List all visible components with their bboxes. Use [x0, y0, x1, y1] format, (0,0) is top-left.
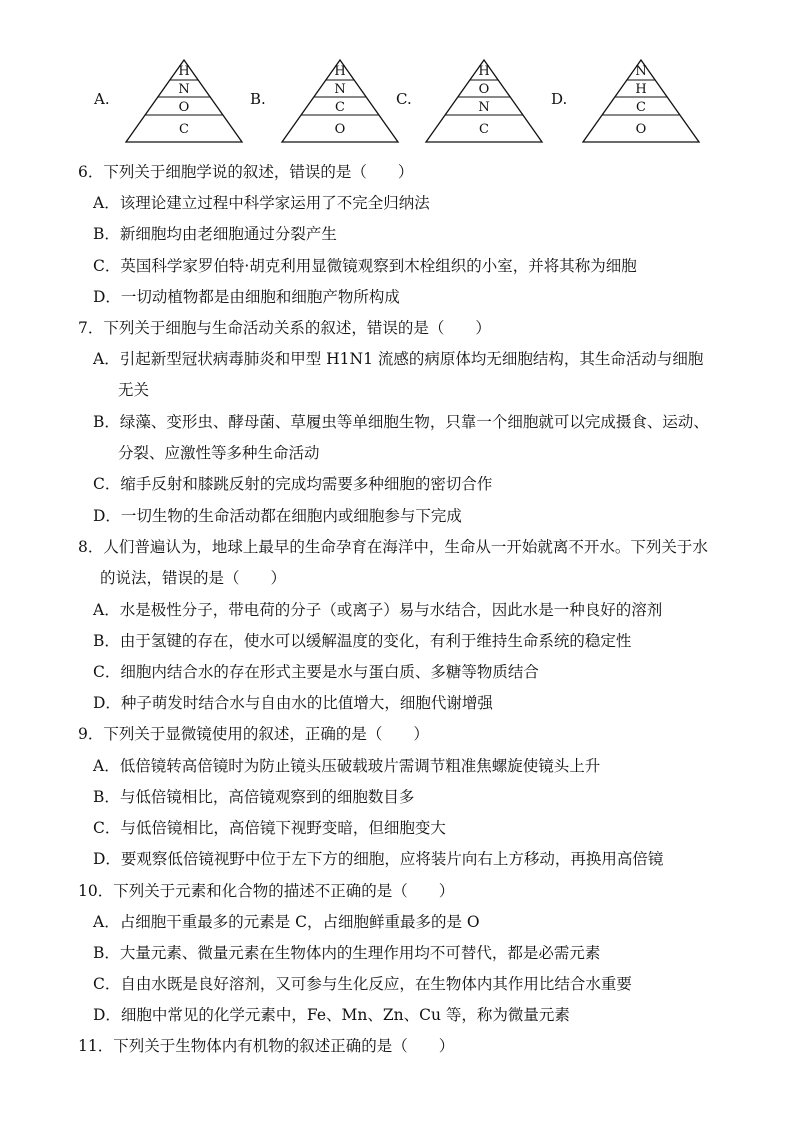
layer-2: N	[334, 82, 346, 97]
option-d: D．种子萌发时结合水与自由水的比值增大，细胞代谢增强	[93, 694, 493, 712]
question-stem: 10．下列关于元素和化合物的描述不正确的是（ ）	[78, 882, 455, 900]
option-a: A．该理论建立过程中科学家运用了不完全归纳法	[93, 194, 430, 212]
layer-4: O	[635, 122, 647, 137]
layer-1: H	[178, 64, 190, 79]
option-label: C.	[396, 90, 412, 108]
option-b: B．大量元素、微量元素在生物体内的生理作用均不可替代，都是必需元素	[93, 944, 601, 962]
option-d: D．一切生物的生命活动都在细胞内或细胞参与下完成	[93, 507, 462, 525]
question-stem: 7．下列关于细胞与生命活动关系的叙述，错误的是（ ）	[78, 319, 491, 337]
layer-2: O	[478, 82, 490, 97]
pyramid-option-d	[551, 52, 691, 148]
question-stem: 8．人们普遍认为，地球上最早的生命孕育在海洋中，生命从一开始就离不开水。下列关于水	[78, 538, 708, 556]
layer-3: N	[478, 100, 490, 115]
option-b: B．新细胞均由老细胞通过分裂产生	[93, 225, 337, 243]
option-label: D.	[551, 90, 568, 108]
option-c: C．缩手反射和膝跳反射的完成均需要多种细胞的密切合作	[93, 475, 493, 493]
option-a: A．占细胞干重最多的元素是 C，占细胞鲜重最多的是 O	[93, 913, 480, 931]
option-d: D．细胞中常见的化学元素中，Fe、Mn、Zn、Cu 等，称为微量元素	[93, 1006, 570, 1024]
layer-3: C	[636, 100, 646, 115]
layer-1: N	[635, 64, 647, 79]
question-stem: 11．下列关于生物体内有机物的叙述正确的是（ ）	[78, 1037, 455, 1055]
option-c: C．英国科学家罗伯特·胡克利用显微镜观察到木栓组织的小室，并将其称为细胞	[93, 257, 637, 275]
option-c: C．自由水既是良好溶剂，又可参与生化反应，在生物体内其作用比结合水重要	[93, 975, 632, 993]
layer-1: H	[334, 64, 346, 79]
pyramid-diagram	[424, 58, 544, 144]
option-a: A．低倍镜转高倍镜时为防止镜头压破载玻片需调节粗准焦螺旋使镜头上升	[93, 757, 601, 775]
pyramid-option-a	[94, 52, 234, 148]
pyramid-diagram	[280, 58, 400, 144]
option-a: A．引起新型冠状病毒肺炎和甲型 H1N1 流感的病原体均无细胞结构，其生命活动与细胞	[93, 350, 704, 368]
option-a: A．水是极性分子，带电荷的分子（或离子）易与水结合，因此水是一种良好的溶剂	[93, 601, 663, 619]
option-b: B．与低倍镜相比，高倍镜观察到的细胞数目多	[93, 788, 415, 806]
option-label: A.	[94, 90, 110, 108]
option-label: B.	[250, 90, 266, 108]
question-stem-continued: 的说法，错误的是（ ）	[100, 569, 287, 587]
layer-3: O	[178, 100, 190, 115]
layer-1: H	[478, 64, 490, 79]
question-stem: 9．下列关于显微镜使用的叙述，正确的是（ ）	[78, 725, 429, 743]
pyramid-options-row	[0, 52, 794, 148]
option-b-continued: 分裂、应激性等多种生命活动	[118, 444, 320, 462]
pyramid-option-b	[250, 52, 390, 148]
pyramid-diagram	[124, 58, 244, 144]
layer-4: C	[179, 122, 189, 137]
option-d: D．一切动植物都是由细胞和细胞产物所构成	[93, 288, 400, 306]
layer-4: O	[334, 122, 346, 137]
layer-4: C	[479, 122, 489, 137]
layer-3: C	[335, 100, 345, 115]
layer-2: H	[635, 82, 647, 97]
question-stem: 6．下列关于细胞学说的叙述，错误的是（ ）	[78, 163, 414, 181]
layer-2: N	[178, 82, 190, 97]
option-c: C．与低倍镜相比，高倍镜下视野变暗，但细胞变大	[93, 819, 446, 837]
option-a-continued: 无关	[118, 381, 150, 399]
option-b: B．由于氢键的存在，使水可以缓解温度的变化，有利于维持生命系统的稳定性	[93, 632, 632, 650]
option-c: C．细胞内结合水的存在形式主要是水与蛋白质、多糖等物质结合	[93, 663, 539, 681]
pyramid-option-c	[396, 52, 536, 148]
option-d: D．要观察低倍镜视野中位于左下方的细胞，应将装片向右上方移动，再换用高倍镜	[93, 850, 664, 868]
pyramid-diagram	[581, 58, 701, 144]
option-b: B．绿藻、变形虫、酵母菌、草履虫等单细胞生物，只靠一个细胞就可以完成摄食、运动、	[93, 413, 709, 431]
